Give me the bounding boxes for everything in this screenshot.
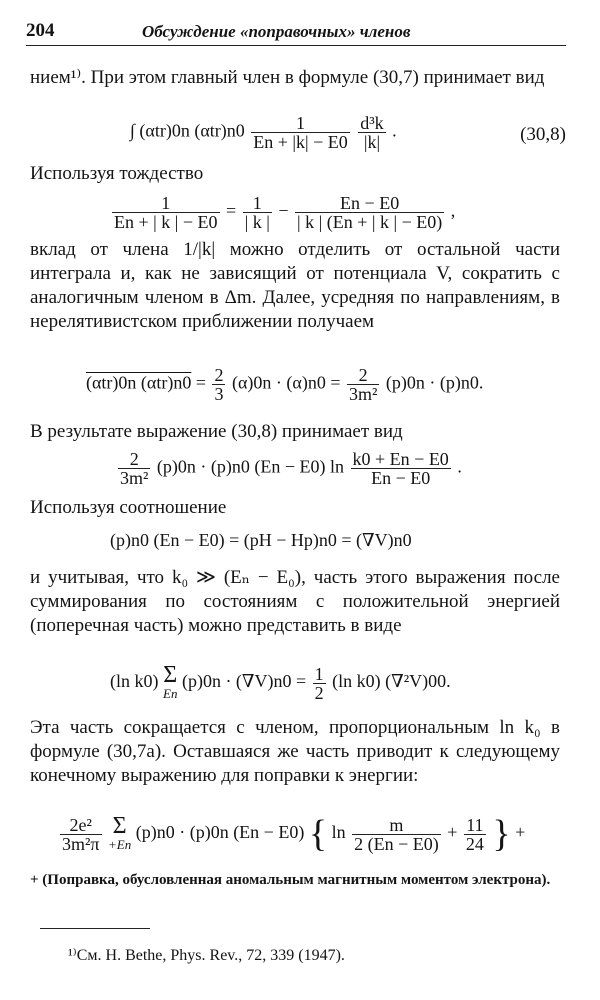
running-title: Обсуждение «поправочных» членов xyxy=(142,22,411,41)
result-f1-num: 2 xyxy=(118,450,150,469)
result-f1-den: 3m² xyxy=(120,468,149,488)
final-f3-num: 11 xyxy=(464,816,486,835)
equation-average xyxy=(86,366,483,403)
average-rhs: (p)0n · (p)n0. xyxy=(385,372,484,393)
transverse-sum xyxy=(163,664,177,702)
final-brace-close: } xyxy=(492,813,511,855)
transverse-mid: (p)0n · (∇V)n0 = xyxy=(181,671,307,692)
identity-fraction-2 xyxy=(243,194,272,231)
average-mid: (α)0n · (α)n0 = xyxy=(231,372,341,393)
running-head xyxy=(26,14,566,42)
paragraph-7: Эта часть сокращается с членом, пропорциональным ln k₀ в формуле (30,7а). Оставшаяся же часть приводит к следующему конечному выражению для поправки к энергии: xyxy=(30,717,560,786)
final-sum-sign: Σ xyxy=(112,813,127,839)
identity-minus: − xyxy=(278,200,289,221)
eq308-tail: . xyxy=(392,120,397,141)
identity-eq: = xyxy=(226,200,237,221)
identity-fraction-3 xyxy=(295,194,444,231)
remark-anomalous-moment: + (Поправка, обусловленная аномальным магнитным моментом электрона). xyxy=(30,872,551,888)
transverse-sum-sub: En xyxy=(163,686,178,701)
result-fraction-1 xyxy=(118,450,150,487)
average-eq1: = xyxy=(195,372,206,393)
footnote-rule xyxy=(40,928,150,929)
final-ln: ln xyxy=(331,822,346,843)
final-sum-sub: +En xyxy=(108,837,132,852)
transverse-lhs: (ln k0) xyxy=(110,671,159,692)
eq308-den: En + |k| − E0 xyxy=(253,132,348,152)
eq308-num: 1 xyxy=(251,114,350,133)
result-f2-num: k0 + En − E0 xyxy=(352,449,449,469)
paragraph-2: Используя тождество xyxy=(30,163,204,184)
identity-tail: , xyxy=(450,200,456,221)
transverse-f-num: 1 xyxy=(314,663,324,684)
final-f3-den: 24 xyxy=(465,833,484,854)
final-mid: (p)n0 · (p)0n (En − E0) xyxy=(135,822,305,843)
paragraph-1: нием¹⁾. При этом главный член в формуле (30,7) принимает вид xyxy=(30,67,545,88)
average-f2-num: 2 xyxy=(347,366,379,385)
header-rule xyxy=(26,45,566,46)
final-f1-num: 2e² xyxy=(60,816,102,835)
final-brace-open: { xyxy=(308,813,328,855)
eq308-fraction-2 xyxy=(358,114,385,151)
paragraph-6: и учитывая, что k₀ ≫ (Eₙ − E₀), часть этого выражения после суммирования по состояниям с положительной энергией (поперечная часть) можно представить в виде xyxy=(30,567,560,636)
average-f1-den: 3 xyxy=(214,384,224,404)
identity-f1-den: En + | k | − E0 xyxy=(114,212,218,232)
transverse-fraction xyxy=(313,665,326,702)
equation-transverse xyxy=(110,664,451,702)
equation-final xyxy=(58,812,525,856)
footnote: ¹⁾См. H. Bethe, Phys. Rev., 72, 339 (1947). xyxy=(68,947,345,964)
final-sum xyxy=(108,815,131,853)
equation-relation: (p)n0 (En − E0) = (pH − Hp)n0 = (∇V)n0 xyxy=(110,530,412,550)
final-tail: + xyxy=(515,822,526,843)
average-fraction-2 xyxy=(347,366,379,403)
equation-result xyxy=(116,450,462,487)
average-fraction-1 xyxy=(212,366,225,403)
paragraph-3: вклад от члена 1/|k| можно отделить от остальной части интеграла и, как не зависящий от потенциала V, сократить с аналогичным членом в Δm. Далее, усредняя по направлениям, в нерелятивистском приближении получаем xyxy=(30,239,560,332)
eq308-num2: d³k xyxy=(360,113,384,133)
result-mid: (p)0n · (p)n0 (En − E0) ln xyxy=(156,456,345,477)
eq308-fraction xyxy=(251,114,350,151)
final-fraction-2 xyxy=(352,816,441,853)
result-f2-den: En − E0 xyxy=(371,468,431,488)
paragraph-5: Используя соотношение xyxy=(30,497,227,518)
final-f2-num: m xyxy=(352,816,441,835)
average-lhs: (αtr)0n (αtr)n0 xyxy=(86,372,192,393)
average-f2-den: 3m² xyxy=(348,384,378,404)
equation-number-30-8: (30,8) xyxy=(520,124,566,145)
eq308-lhs: ∫ (αtr)0n (αtr)n0 xyxy=(130,120,245,141)
identity-f2-num: 1 xyxy=(243,194,272,213)
final-fraction-1 xyxy=(60,816,102,853)
transverse-f-den: 2 xyxy=(314,682,324,703)
identity-fraction-1 xyxy=(112,194,220,231)
final-f2-den: 2 (En − E0) xyxy=(354,833,439,854)
identity-f3-den: | k | (En + | k | − E0) xyxy=(297,212,443,232)
transverse-rhs: (ln k0) (∇²V)00. xyxy=(332,671,451,692)
final-fraction-3 xyxy=(464,816,486,853)
transverse-sum-sign: Σ xyxy=(163,662,178,688)
result-tail: . xyxy=(457,456,462,477)
identity-f1-num: 1 xyxy=(112,194,220,213)
result-fraction-2 xyxy=(351,450,451,487)
eq308-den2: |k| xyxy=(363,132,381,152)
final-plus: + xyxy=(447,822,458,843)
equation-30-8 xyxy=(130,114,397,151)
average-f1-num: 2 xyxy=(214,365,224,385)
paragraph-4: В результате выражение (30,8) принимает вид xyxy=(30,421,403,442)
identity-f3-num: En − E0 xyxy=(295,194,444,213)
page-number: 204 xyxy=(26,20,55,41)
identity-f2-den: | k | xyxy=(244,212,270,232)
equation-identity xyxy=(110,194,455,231)
final-f1-den: 3m²π xyxy=(62,833,100,854)
